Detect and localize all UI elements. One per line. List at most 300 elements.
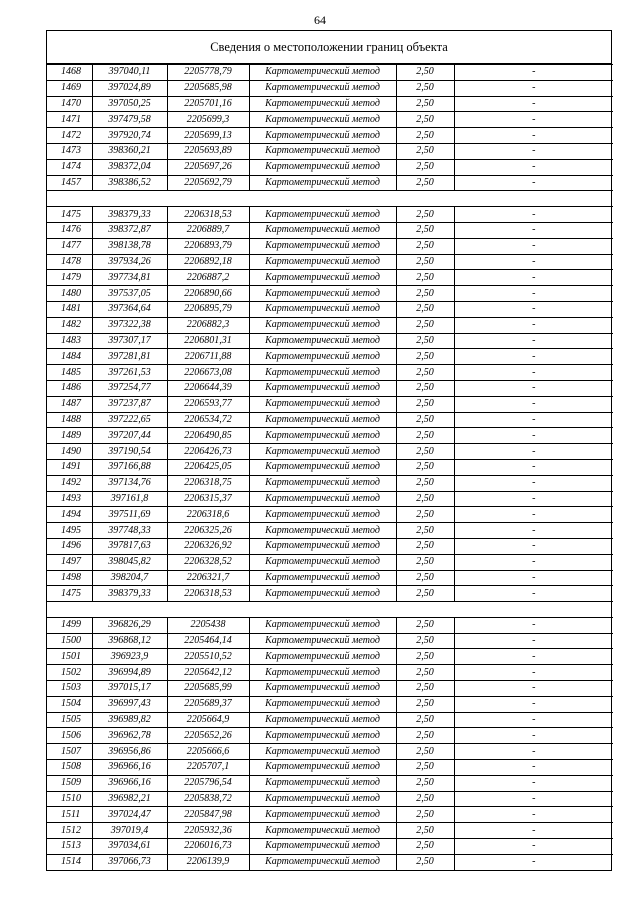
y-coordinate-cell: 2206711,88 xyxy=(167,349,249,365)
method-cell: Картометрический метод xyxy=(249,128,396,144)
separator-cell xyxy=(47,191,613,207)
accuracy-cell: 2,50 xyxy=(396,491,454,507)
y-coordinate-cell: 2206318,53 xyxy=(167,207,249,223)
table-row xyxy=(47,80,613,96)
y-coordinate-cell: 2205701,16 xyxy=(167,96,249,112)
group-separator-row xyxy=(47,602,613,618)
x-coordinate-cell: 396994,89 xyxy=(92,665,167,681)
accuracy-cell: 2,50 xyxy=(396,238,454,254)
table-row xyxy=(47,854,613,869)
method-cell: Картометрический метод xyxy=(249,633,396,649)
x-coordinate-cell: 397254,77 xyxy=(92,380,167,396)
y-coordinate-cell: 2206426,73 xyxy=(167,444,249,460)
table-row xyxy=(47,696,613,712)
y-coordinate-cell: 2205666,6 xyxy=(167,744,249,760)
y-coordinate-cell: 2205689,37 xyxy=(167,696,249,712)
method-cell: Картометрический метод xyxy=(249,554,396,570)
page-number: 64 xyxy=(314,13,326,27)
description-cell: - xyxy=(454,317,613,333)
table-row xyxy=(47,665,613,681)
accuracy-cell: 2,50 xyxy=(396,649,454,665)
table-row xyxy=(47,349,613,365)
table-row xyxy=(47,143,613,159)
accuracy-cell: 2,50 xyxy=(396,270,454,286)
description-cell: - xyxy=(454,128,613,144)
point-number-cell: 1475 xyxy=(47,207,92,223)
x-coordinate-cell: 397934,26 xyxy=(92,254,167,270)
method-cell: Картометрический метод xyxy=(249,238,396,254)
x-coordinate-cell: 397364,64 xyxy=(92,301,167,317)
table-row xyxy=(47,222,613,238)
point-number-cell: 1495 xyxy=(47,523,92,539)
accuracy-cell: 2,50 xyxy=(396,665,454,681)
y-coordinate-cell: 2206318,6 xyxy=(167,507,249,523)
table-row xyxy=(47,396,613,412)
method-cell: Картометрический метод xyxy=(249,791,396,807)
method-cell: Картометрический метод xyxy=(249,333,396,349)
y-coordinate-cell: 2205652,26 xyxy=(167,728,249,744)
accuracy-cell: 2,50 xyxy=(396,696,454,712)
x-coordinate-cell: 397734,81 xyxy=(92,270,167,286)
table-row xyxy=(47,365,613,381)
point-number-cell: 1475 xyxy=(47,586,92,602)
description-cell: - xyxy=(454,523,613,539)
method-cell: Картометрический метод xyxy=(249,222,396,238)
description-cell: - xyxy=(454,207,613,223)
point-number-cell: 1492 xyxy=(47,475,92,491)
point-number-cell: 1497 xyxy=(47,554,92,570)
point-number-cell: 1500 xyxy=(47,633,92,649)
point-number-cell: 1493 xyxy=(47,491,92,507)
accuracy-cell: 2,50 xyxy=(396,254,454,270)
description-cell: - xyxy=(454,554,613,570)
point-number-cell: 1483 xyxy=(47,333,92,349)
point-number-cell: 1508 xyxy=(47,760,92,776)
x-coordinate-cell: 397261,53 xyxy=(92,365,167,381)
point-number-cell: 1513 xyxy=(47,839,92,855)
coordinates-table-body xyxy=(47,65,613,870)
x-coordinate-cell: 396868,12 xyxy=(92,633,167,649)
x-coordinate-cell: 396923,9 xyxy=(92,649,167,665)
point-number-cell: 1496 xyxy=(47,538,92,554)
accuracy-cell: 2,50 xyxy=(396,317,454,333)
y-coordinate-cell: 2206016,73 xyxy=(167,839,249,855)
y-coordinate-cell: 2205464,14 xyxy=(167,633,249,649)
x-coordinate-cell: 397748,33 xyxy=(92,523,167,539)
x-coordinate-cell: 398379,33 xyxy=(92,586,167,602)
y-coordinate-cell: 2205697,26 xyxy=(167,159,249,175)
accuracy-cell: 2,50 xyxy=(396,507,454,523)
accuracy-cell: 2,50 xyxy=(396,428,454,444)
x-coordinate-cell: 397511,69 xyxy=(92,507,167,523)
accuracy-cell: 2,50 xyxy=(396,112,454,128)
y-coordinate-cell: 2206315,37 xyxy=(167,491,249,507)
point-number-cell: 1477 xyxy=(47,238,92,254)
accuracy-cell: 2,50 xyxy=(396,538,454,554)
description-cell: - xyxy=(454,760,613,776)
y-coordinate-cell: 2206890,66 xyxy=(167,286,249,302)
description-cell: - xyxy=(454,112,613,128)
description-cell: - xyxy=(454,159,613,175)
y-coordinate-cell: 2205693,89 xyxy=(167,143,249,159)
accuracy-cell: 2,50 xyxy=(396,349,454,365)
point-number-cell: 1471 xyxy=(47,112,92,128)
y-coordinate-cell: 2206892,18 xyxy=(167,254,249,270)
table-title: Сведения о местоположении границ объекта xyxy=(47,31,611,64)
table-row xyxy=(47,65,613,81)
x-coordinate-cell: 398372,04 xyxy=(92,159,167,175)
y-coordinate-cell: 2205699,13 xyxy=(167,128,249,144)
method-cell: Картометрический метод xyxy=(249,807,396,823)
x-coordinate-cell: 396989,82 xyxy=(92,712,167,728)
y-coordinate-cell: 2205796,54 xyxy=(167,775,249,791)
table-row xyxy=(47,459,613,475)
method-cell: Картометрический метод xyxy=(249,175,396,191)
method-cell: Картометрический метод xyxy=(249,317,396,333)
x-coordinate-cell: 397479,58 xyxy=(92,112,167,128)
method-cell: Картометрический метод xyxy=(249,570,396,586)
accuracy-cell: 2,50 xyxy=(396,775,454,791)
table-row xyxy=(47,475,613,491)
description-cell: - xyxy=(454,649,613,665)
method-cell: Картометрический метод xyxy=(249,665,396,681)
point-number-cell: 1485 xyxy=(47,365,92,381)
point-number-cell: 1503 xyxy=(47,681,92,697)
boundary-table-sheet xyxy=(46,30,612,871)
point-number-cell: 1473 xyxy=(47,143,92,159)
description-cell: - xyxy=(454,791,613,807)
description-cell: - xyxy=(454,301,613,317)
table-row xyxy=(47,507,613,523)
description-cell: - xyxy=(454,270,613,286)
method-cell: Картометрический метод xyxy=(249,681,396,697)
description-cell: - xyxy=(454,444,613,460)
table-row xyxy=(47,301,613,317)
y-coordinate-cell: 2205778,79 xyxy=(167,65,249,81)
method-cell: Картометрический метод xyxy=(249,286,396,302)
description-cell: - xyxy=(454,396,613,412)
y-coordinate-cell: 2206882,3 xyxy=(167,317,249,333)
x-coordinate-cell: 398045,82 xyxy=(92,554,167,570)
accuracy-cell: 2,50 xyxy=(396,159,454,175)
x-coordinate-cell: 396956,86 xyxy=(92,744,167,760)
point-number-cell: 1494 xyxy=(47,507,92,523)
method-cell: Картометрический метод xyxy=(249,507,396,523)
table-row xyxy=(47,523,613,539)
point-number-cell: 1510 xyxy=(47,791,92,807)
method-cell: Картометрический метод xyxy=(249,523,396,539)
description-cell: - xyxy=(454,586,613,602)
method-cell: Картометрический метод xyxy=(249,712,396,728)
accuracy-cell: 2,50 xyxy=(396,222,454,238)
y-coordinate-cell: 2205932,36 xyxy=(167,823,249,839)
table-row xyxy=(47,728,613,744)
table-row xyxy=(47,823,613,839)
accuracy-cell: 2,50 xyxy=(396,286,454,302)
group-separator-row xyxy=(47,191,613,207)
y-coordinate-cell: 2205642,12 xyxy=(167,665,249,681)
table-row xyxy=(47,207,613,223)
x-coordinate-cell: 396966,16 xyxy=(92,760,167,776)
accuracy-cell: 2,50 xyxy=(396,760,454,776)
y-coordinate-cell: 2206326,92 xyxy=(167,538,249,554)
x-coordinate-cell: 397019,4 xyxy=(92,823,167,839)
table-row xyxy=(47,112,613,128)
accuracy-cell: 2,50 xyxy=(396,475,454,491)
accuracy-cell: 2,50 xyxy=(396,459,454,475)
y-coordinate-cell: 2205685,99 xyxy=(167,681,249,697)
accuracy-cell: 2,50 xyxy=(396,854,454,869)
method-cell: Картометрический метод xyxy=(249,459,396,475)
description-cell: - xyxy=(454,475,613,491)
description-cell: - xyxy=(454,491,613,507)
method-cell: Картометрический метод xyxy=(249,744,396,760)
accuracy-cell: 2,50 xyxy=(396,143,454,159)
x-coordinate-cell: 398360,21 xyxy=(92,143,167,159)
table-row xyxy=(47,270,613,286)
accuracy-cell: 2,50 xyxy=(396,380,454,396)
description-cell: - xyxy=(454,349,613,365)
table-row xyxy=(47,791,613,807)
table-row xyxy=(47,775,613,791)
method-cell: Картометрический метод xyxy=(249,475,396,491)
description-cell: - xyxy=(454,538,613,554)
table-row xyxy=(47,444,613,460)
method-cell: Картометрический метод xyxy=(249,301,396,317)
description-cell: - xyxy=(454,807,613,823)
y-coordinate-cell: 2205847,98 xyxy=(167,807,249,823)
method-cell: Картометрический метод xyxy=(249,491,396,507)
y-coordinate-cell: 2205438 xyxy=(167,617,249,633)
table-row xyxy=(47,839,613,855)
table-row xyxy=(47,586,613,602)
table-row xyxy=(47,238,613,254)
description-cell: - xyxy=(454,744,613,760)
y-coordinate-cell: 2206328,52 xyxy=(167,554,249,570)
description-cell: - xyxy=(454,143,613,159)
method-cell: Картометрический метод xyxy=(249,65,396,81)
table-row xyxy=(47,286,613,302)
table-row xyxy=(47,491,613,507)
method-cell: Картометрический метод xyxy=(249,428,396,444)
table-row xyxy=(47,254,613,270)
point-number-cell: 1507 xyxy=(47,744,92,760)
x-coordinate-cell: 397034,61 xyxy=(92,839,167,855)
description-cell: - xyxy=(454,633,613,649)
method-cell: Картометрический метод xyxy=(249,854,396,869)
description-cell: - xyxy=(454,823,613,839)
y-coordinate-cell: 2206534,72 xyxy=(167,412,249,428)
accuracy-cell: 2,50 xyxy=(396,207,454,223)
description-cell: - xyxy=(454,238,613,254)
y-coordinate-cell: 2206425,05 xyxy=(167,459,249,475)
accuracy-cell: 2,50 xyxy=(396,396,454,412)
point-number-cell: 1498 xyxy=(47,570,92,586)
accuracy-cell: 2,50 xyxy=(396,301,454,317)
description-cell: - xyxy=(454,712,613,728)
y-coordinate-cell: 2206887,2 xyxy=(167,270,249,286)
description-cell: - xyxy=(454,80,613,96)
y-coordinate-cell: 2206490,85 xyxy=(167,428,249,444)
point-number-cell: 1474 xyxy=(47,159,92,175)
accuracy-cell: 2,50 xyxy=(396,65,454,81)
accuracy-cell: 2,50 xyxy=(396,444,454,460)
method-cell: Картометрический метод xyxy=(249,96,396,112)
table-row xyxy=(47,712,613,728)
y-coordinate-cell: 2206321,7 xyxy=(167,570,249,586)
method-cell: Картометрический метод xyxy=(249,380,396,396)
x-coordinate-cell: 396962,78 xyxy=(92,728,167,744)
x-coordinate-cell: 397237,87 xyxy=(92,396,167,412)
x-coordinate-cell: 397322,38 xyxy=(92,317,167,333)
description-cell: - xyxy=(454,96,613,112)
method-cell: Картометрический метод xyxy=(249,143,396,159)
method-cell: Картометрический метод xyxy=(249,349,396,365)
accuracy-cell: 2,50 xyxy=(396,791,454,807)
description-cell: - xyxy=(454,839,613,855)
method-cell: Картометрический метод xyxy=(249,159,396,175)
table-row xyxy=(47,96,613,112)
table-row xyxy=(47,570,613,586)
y-coordinate-cell: 2206318,53 xyxy=(167,586,249,602)
x-coordinate-cell: 397024,47 xyxy=(92,807,167,823)
point-number-cell: 1490 xyxy=(47,444,92,460)
x-coordinate-cell: 397015,17 xyxy=(92,681,167,697)
description-cell: - xyxy=(454,507,613,523)
accuracy-cell: 2,50 xyxy=(396,80,454,96)
accuracy-cell: 2,50 xyxy=(396,128,454,144)
point-number-cell: 1511 xyxy=(47,807,92,823)
x-coordinate-cell: 397040,11 xyxy=(92,65,167,81)
point-number-cell: 1484 xyxy=(47,349,92,365)
point-number-cell: 1509 xyxy=(47,775,92,791)
x-coordinate-cell: 397050,25 xyxy=(92,96,167,112)
description-cell: - xyxy=(454,459,613,475)
point-number-cell: 1469 xyxy=(47,80,92,96)
y-coordinate-cell: 2205692,79 xyxy=(167,175,249,191)
x-coordinate-cell: 397166,88 xyxy=(92,459,167,475)
y-coordinate-cell: 2206325,26 xyxy=(167,523,249,539)
y-coordinate-cell: 2206644,39 xyxy=(167,380,249,396)
table-row xyxy=(47,412,613,428)
table-row xyxy=(47,333,613,349)
x-coordinate-cell: 397307,17 xyxy=(92,333,167,349)
accuracy-cell: 2,50 xyxy=(396,744,454,760)
coordinates-table xyxy=(47,64,613,870)
method-cell: Картометрический метод xyxy=(249,649,396,665)
y-coordinate-cell: 2206593,77 xyxy=(167,396,249,412)
point-number-cell: 1457 xyxy=(47,175,92,191)
x-coordinate-cell: 398204,7 xyxy=(92,570,167,586)
accuracy-cell: 2,50 xyxy=(396,712,454,728)
point-number-cell: 1514 xyxy=(47,854,92,869)
point-number-cell: 1499 xyxy=(47,617,92,633)
table-row xyxy=(47,317,613,333)
point-number-cell: 1488 xyxy=(47,412,92,428)
accuracy-cell: 2,50 xyxy=(396,333,454,349)
table-row xyxy=(47,128,613,144)
description-cell: - xyxy=(454,681,613,697)
description-cell: - xyxy=(454,728,613,744)
description-cell: - xyxy=(454,254,613,270)
description-cell: - xyxy=(454,570,613,586)
y-coordinate-cell: 2206139,9 xyxy=(167,854,249,869)
accuracy-cell: 2,50 xyxy=(396,365,454,381)
table-row xyxy=(47,807,613,823)
method-cell: Картометрический метод xyxy=(249,207,396,223)
point-number-cell: 1476 xyxy=(47,222,92,238)
accuracy-cell: 2,50 xyxy=(396,96,454,112)
x-coordinate-cell: 396997,43 xyxy=(92,696,167,712)
point-number-cell: 1479 xyxy=(47,270,92,286)
table-row xyxy=(47,633,613,649)
description-cell: - xyxy=(454,854,613,869)
method-cell: Картометрический метод xyxy=(249,396,396,412)
description-cell: - xyxy=(454,665,613,681)
x-coordinate-cell: 396982,21 xyxy=(92,791,167,807)
method-cell: Картометрический метод xyxy=(249,617,396,633)
accuracy-cell: 2,50 xyxy=(396,570,454,586)
accuracy-cell: 2,50 xyxy=(396,617,454,633)
method-cell: Картометрический метод xyxy=(249,412,396,428)
point-number-cell: 1468 xyxy=(47,65,92,81)
point-number-cell: 1487 xyxy=(47,396,92,412)
method-cell: Картометрический метод xyxy=(249,538,396,554)
method-cell: Картометрический метод xyxy=(249,444,396,460)
point-number-cell: 1512 xyxy=(47,823,92,839)
method-cell: Картометрический метод xyxy=(249,760,396,776)
method-cell: Картометрический метод xyxy=(249,254,396,270)
point-number-cell: 1491 xyxy=(47,459,92,475)
description-cell: - xyxy=(454,428,613,444)
accuracy-cell: 2,50 xyxy=(396,807,454,823)
x-coordinate-cell: 397537,05 xyxy=(92,286,167,302)
table-row xyxy=(47,380,613,396)
accuracy-cell: 2,50 xyxy=(396,728,454,744)
y-coordinate-cell: 2206895,79 xyxy=(167,301,249,317)
method-cell: Картометрический метод xyxy=(249,775,396,791)
point-number-cell: 1480 xyxy=(47,286,92,302)
table-row xyxy=(47,617,613,633)
y-coordinate-cell: 2206318,75 xyxy=(167,475,249,491)
x-coordinate-cell: 397190,54 xyxy=(92,444,167,460)
x-coordinate-cell: 397066,73 xyxy=(92,854,167,869)
accuracy-cell: 2,50 xyxy=(396,523,454,539)
x-coordinate-cell: 397920,74 xyxy=(92,128,167,144)
method-cell: Картометрический метод xyxy=(249,112,396,128)
point-number-cell: 1489 xyxy=(47,428,92,444)
x-coordinate-cell: 398386,52 xyxy=(92,175,167,191)
accuracy-cell: 2,50 xyxy=(396,839,454,855)
method-cell: Картометрический метод xyxy=(249,270,396,286)
method-cell: Картометрический метод xyxy=(249,586,396,602)
y-coordinate-cell: 2206673,08 xyxy=(167,365,249,381)
method-cell: Картометрический метод xyxy=(249,839,396,855)
accuracy-cell: 2,50 xyxy=(396,823,454,839)
table-row xyxy=(47,159,613,175)
method-cell: Картометрический метод xyxy=(249,728,396,744)
description-cell: - xyxy=(454,222,613,238)
table-row xyxy=(47,175,613,191)
point-number-cell: 1486 xyxy=(47,380,92,396)
accuracy-cell: 2,50 xyxy=(396,586,454,602)
x-coordinate-cell: 397222,65 xyxy=(92,412,167,428)
y-coordinate-cell: 2205510,52 xyxy=(167,649,249,665)
table-row xyxy=(47,649,613,665)
accuracy-cell: 2,50 xyxy=(396,412,454,428)
description-cell: - xyxy=(454,617,613,633)
accuracy-cell: 2,50 xyxy=(396,175,454,191)
